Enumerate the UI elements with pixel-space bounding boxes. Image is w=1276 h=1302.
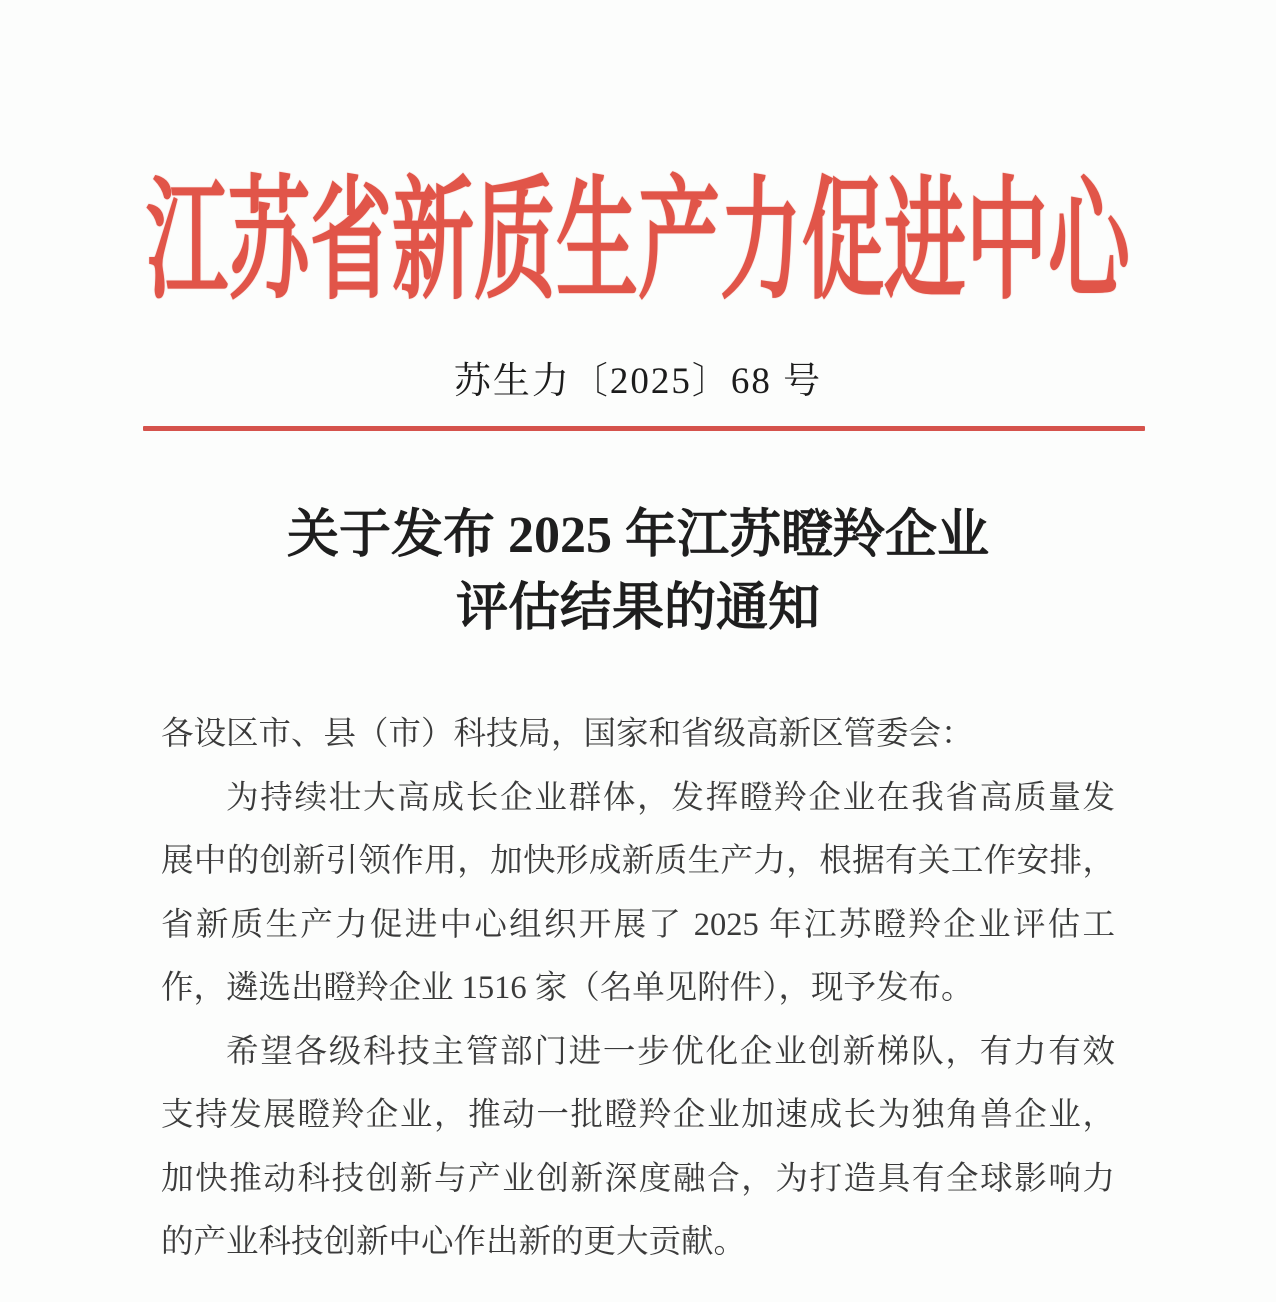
body-text-line: 作，遴选出瞪羚企业 1516 家（名单见附件），现予发布。 bbox=[161, 970, 974, 1006]
notice-body bbox=[161, 703, 1115, 1275]
document-number: 苏生力〔2025〕68 号 bbox=[453, 361, 823, 402]
red-divider-line bbox=[143, 426, 1145, 431]
notice-title bbox=[0, 499, 1276, 645]
letterhead bbox=[0, 148, 1276, 316]
notice-title-line-1: 关于发布 2025 年江苏瞪羚企业 bbox=[286, 507, 989, 564]
body-text-line: 展中的创新引领作用，加快形成新质生产力，根据有关工作安排， bbox=[161, 843, 1115, 879]
body-text-line: 的产业科技创新中心作出新的更大贡献。 bbox=[161, 1224, 747, 1260]
body-text-line: 支持发展瞪羚企业，推动一批瞪羚企业加速成长为独角兽企业， bbox=[161, 1097, 1115, 1133]
body-text-line: 加快推动科技创新与产业创新深度融合，为打造具有全球影响力 bbox=[161, 1160, 1115, 1197]
body-text-line: 省新质生产力促进中心组织开展了 2025 年江苏瞪羚企业评估工 bbox=[161, 906, 1115, 943]
notice-title-line-2: 评估结果的通知 bbox=[455, 580, 820, 637]
body-text-line: 希望各级科技主管部门进一步优化企业创新梯队，有力有效 bbox=[226, 1033, 1115, 1070]
agency-masthead-title: 江苏省新质生产力促进中心 bbox=[145, 168, 1130, 316]
salutation-line: 各设区市、县（市）科技局，国家和省级高新区管委会： bbox=[161, 716, 974, 752]
body-text-line: 为持续壮大高成长企业群体，发挥瞪羚企业在我省高质量发 bbox=[226, 779, 1115, 816]
